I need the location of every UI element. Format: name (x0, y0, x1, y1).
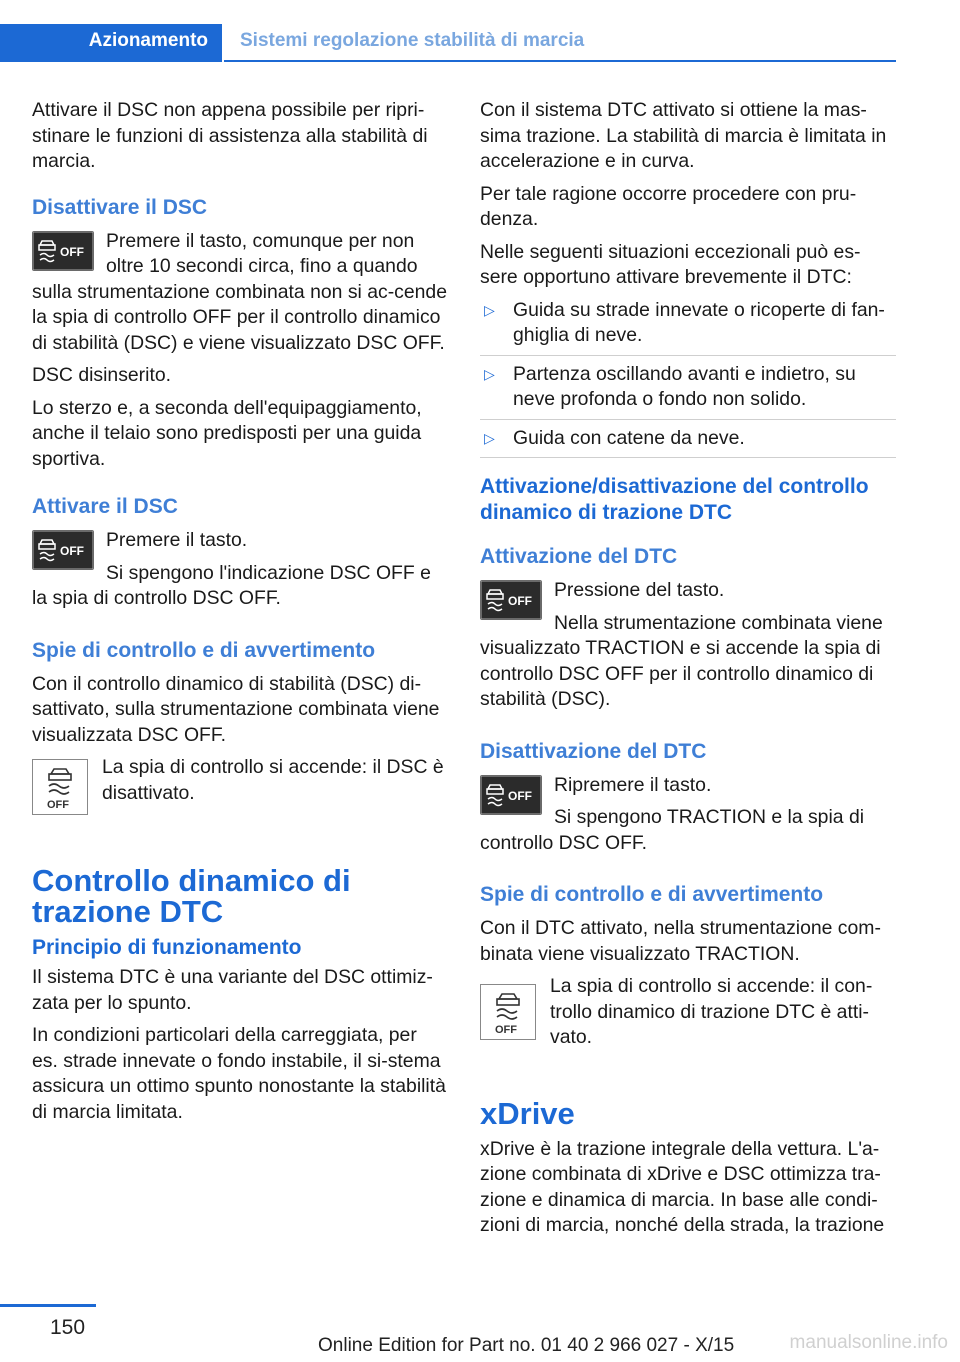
paragraph: Premere il tasto. (106, 529, 248, 551)
paragraph: Si spengono TRACTION e la spia di controllo DSC OFF. (480, 806, 865, 854)
paragraph: Per tale ragione occorre procedere con pru‐denza. (480, 182, 857, 230)
svg-text:OFF: OFF (47, 799, 69, 811)
dsc-off-button-icon (32, 530, 94, 570)
heading-attivazione-disattivazione: Attivazione/disattivazione del controllo dinamico di trazione DTC (480, 475, 869, 524)
edition-info: Online Edition for Part no. 01 40 2 966 027 - X/15 (318, 1335, 735, 1356)
paragraph: Nella strumentazione combinata viene visualizzato TRACTION e si accende la spia di controllo DSC OFF per il controllo dinamico di stabilità (DSC). (480, 611, 883, 710)
paragraph: Ripremere il tasto. (554, 773, 712, 796)
list-item: ▷ Guida su strade innevate o ricoperte di fan‐ghiglia di neve. (480, 298, 896, 356)
svg-text:OFF: OFF (60, 244, 84, 259)
paragraph: Attivare il DSC non appena possibile per ripri‐stinare le funzioni di assistenza alla stabilità di marcia. (32, 99, 428, 172)
page-header (0, 0, 960, 62)
paragraph: Con il DTC attivato, nella strumentazione com‐binata viene visualizzato TRACTION. (480, 917, 881, 965)
dsc-off-warning-light-icon (480, 984, 536, 1040)
triangle-bullet-icon: ▷ (484, 301, 495, 318)
tab-sistemi-label: Sistemi regolazione stabilità di marcia (240, 30, 585, 51)
list-item: ▷ Partenza oscillando avanti e indietro, su neve profonda o fondo non solido. (480, 362, 896, 420)
paragraph: Il sistema DTC è una variante del DSC ottimiz‐zata per lo spunto. (32, 966, 433, 1014)
paragraph: La spia di controllo si accende: il DSC è disattivato. (102, 756, 444, 804)
header-divider (224, 60, 896, 62)
heading-disattivazione-dtc: Disattivazione del DTC (480, 739, 707, 763)
svg-text:OFF: OFF (508, 788, 532, 803)
triangle-bullet-icon: ▷ (484, 365, 495, 382)
left-column (32, 98, 448, 1132)
paragraph: Con il controllo dinamico di stabilità (DSC) di‐sattivato, sulla strumentazione combinata viene visualizzata DSC OFF. (32, 672, 440, 746)
svg-text:OFF: OFF (508, 594, 532, 608)
bullet-list (480, 298, 896, 459)
paragraph: Lo sterzo e, a seconda dell'equipaggiamento, anche il telaio sono predisposti per una guida sportiva. (32, 396, 422, 470)
svg-text:OFF: OFF (60, 544, 84, 558)
dsc-off-button-icon (32, 231, 94, 271)
list-item: ▷ Guida con catene da neve. (480, 426, 896, 459)
heading-attivare-dsc: Attivare il DSC (32, 495, 178, 518)
triangle-bullet-icon: ▷ (484, 429, 495, 446)
heading-spie-controllo: Spie di controllo e di avvertimento (32, 638, 376, 662)
tab-azionamento-label: Azionamento (88, 30, 208, 51)
paragraph: Nelle seguenti situazioni eccezionali può es‐sere opportuno attivare brevemente il DTC: (480, 240, 861, 288)
footer-divider (0, 1304, 96, 1307)
paragraph: Premere il tasto, comunque per non oltre 10 secondi circa, fino a quando sulla strumentazione combinata non si ac‐cende la spia di controllo OFF per il controllo dinamico di stabilità (DSC) e viene visualizzato DSC OFF. (32, 229, 447, 354)
heading-principio-funzionamento: Principio di funzionamento (32, 936, 302, 959)
heading-disattivare-dsc: Disattivare il DSC (32, 195, 208, 219)
paragraph: DSC disinserito. (32, 364, 172, 386)
page-number: 150 (50, 1316, 86, 1339)
svg-text:OFF: OFF (495, 1024, 517, 1036)
paragraph: Con il sistema DTC attivato si ottiene la mas‐sima trazione. La stabilità di marcia è limitata in accelerazione e in curva. (480, 99, 887, 172)
dsc-off-button-icon (480, 580, 542, 620)
paragraph: xDrive è la trazione integrale della vettura. L'a‐zione combinata di xDrive e DSC ottimizza tra‐zione e dinamica di marcia. In base alle condi‐zioni di marcia, nonché della strada, la trazione (480, 1137, 885, 1236)
dsc-off-button-icon (480, 775, 542, 815)
paragraph: In condizioni particolari della carreggiata, per es. strade innevate o fondo instabile, il si‐stema assicura un ottimo spunto nonostante la stabilità di marcia limitata. (32, 1024, 446, 1123)
heading-controllo-dinamico-trazione: Controllo dinamico di trazione DTC (32, 863, 351, 929)
paragraph: La spia di controllo si accende: il con‐trollo dinamico di trazione DTC è atti‐vato. (550, 975, 873, 1048)
dsc-off-warning-light-icon (32, 759, 88, 815)
heading-attivazione-dtc: Attivazione del DTC (480, 545, 678, 568)
paragraph: Pressione del tasto. (554, 579, 725, 601)
tab-azionamento[interactable] (0, 24, 222, 62)
heading-spie-controllo-dtc: Spie di controllo e di avvertimento (480, 883, 824, 906)
paragraph: Si spengono l'indicazione DSC OFF e la spia di controllo DSC OFF. (32, 561, 431, 609)
heading-xdrive: xDrive (480, 1095, 575, 1131)
watermark: manualsonline.info (789, 1332, 948, 1353)
right-column (480, 98, 896, 1246)
